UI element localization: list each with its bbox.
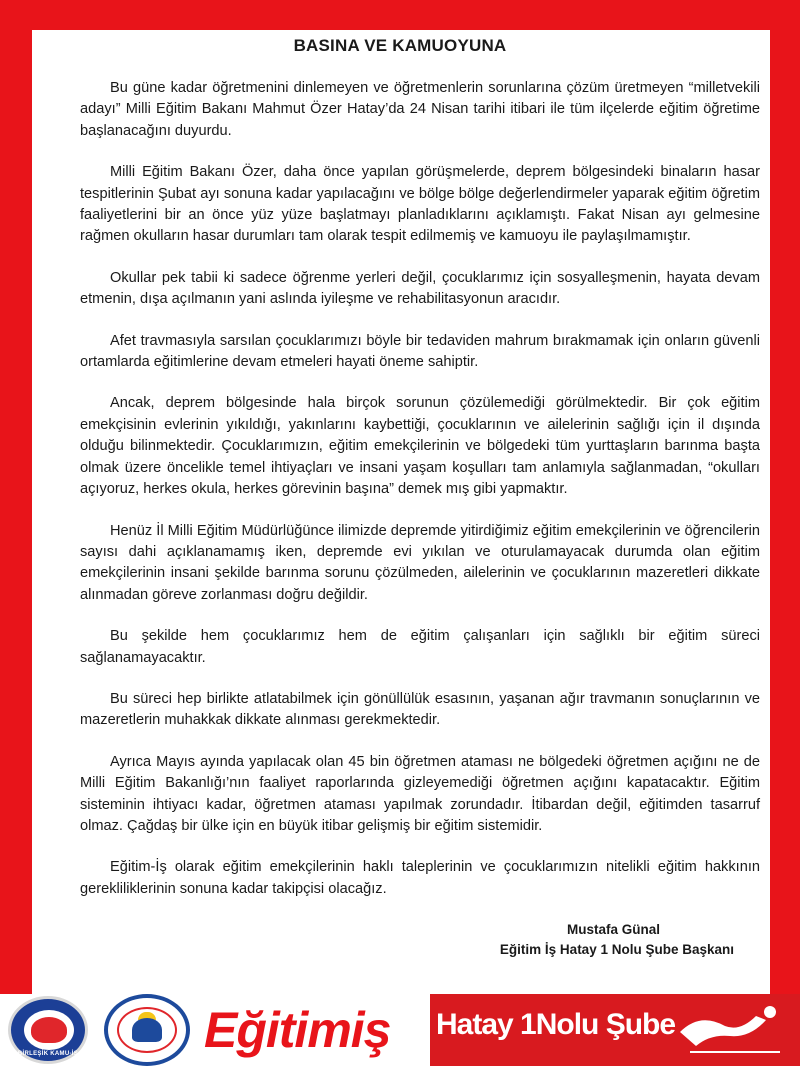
brand-wordmark: Eğitimiş bbox=[204, 1002, 391, 1058]
paragraph: Henüz İl Milli Eğitim Müdürlüğünce ilimizde depremde yitirdiğimiz eğitim emekçilerinin ve öğrencilerin sayısı dahi açıklanamamış iken, depremde evi yıkılan ve oturulamayacak durumda olan eğitim emekçilerinin insani şekilde barınma sorunu çözülmeden, ailelerinin ve çocuklarının mazeretleri dikkate alınmadan göreve zorlanması doğru değildir. bbox=[80, 522, 760, 603]
signature-name: Mustafa Günal bbox=[566, 922, 660, 938]
logo-emblem bbox=[31, 1017, 67, 1043]
signature-role: Eğitim İş Hatay 1 Nolu Şube Başkanı bbox=[499, 942, 734, 958]
paragraph: Afet travmasıyla sarsılan çocuklarımızı böyle bir tedaviden mahrum bırakmamak için onların güvenli ortamlarda eğitimlerine devam etmeleri hayati öneme sahiptir. bbox=[80, 332, 760, 371]
paragraph: Ayrıca Mayıs ayında yapılacak olan 45 bin öğretmen ataması ne bölgedeki öğretmen açığını ne de Milli Eğitim Bakanlığı’nın faaliyet raporlarında gizleyemediği öğretmen açığını kapatacaktır. Eğitim sisteminin ihtiyacı kadar, öğretmen ataması yapılmak zorundadır. İtibardan değil, eğitimden tasarruf olmaz. Çağdaş bir ülke için en büyük itibar gelişmiş bir eğitim sistemidir. bbox=[80, 753, 760, 834]
paragraph: Ancak, deprem bölgesinde hala birçok sorunun çözülemediği görülmektedir. Bir çok eğitim emekçisinin evlerinin yıkıldığı, yakınlarını kaybettiği, çocuklarının ve ailelerinin sağlığı için il dışında olduğu bilinmektedir. Çocuklarımızın, eğitim emekçilerinin ve bölgedeki tüm yurttaşların barınma başta olmak üzere öncelikle temel ihtiyaçları ve insani yaşam koşulları tam anlamıyla sağlanmadan, “okulları açıyoruz, herkes okula, herkes görevinin başına” demek mış gibi yapmaktır. bbox=[80, 395, 760, 498]
paragraph: Bu süreci hep birlikte atlatabilmek için gönüllülük esasının, yaşanan ağır travmanın sonuçlarının ve mazeretlerin muhakkak dikkate alınması gerekmektedir. bbox=[80, 690, 760, 729]
logo1-caption: BİRLEŞİK KAMU-İŞ bbox=[17, 1051, 79, 1057]
birlesik-kamu-is-logo bbox=[8, 996, 88, 1064]
footer-banner bbox=[0, 994, 800, 1066]
signature-block bbox=[80, 920, 760, 960]
paragraph: Bu şekilde hem çocuklarımız hem de eğitim çalışanları için sağlıklı bir eğitim süreci sağlanamayacaktır. bbox=[80, 628, 760, 666]
logo-core bbox=[132, 1018, 162, 1042]
press-release-page bbox=[32, 30, 770, 994]
running-figure-icon bbox=[670, 1002, 790, 1060]
branch-banner bbox=[430, 994, 800, 1066]
egitim-is-union-logo bbox=[104, 994, 190, 1066]
document-title: BASINA VE KAMUOYUNA bbox=[293, 36, 507, 55]
document-body bbox=[80, 78, 760, 900]
paragraph: Milli Eğitim Bakanı Özer, daha önce yapılan görüşmelerde, deprem bölgesindeki binaların hasar tespitlerinin Şubat ayı sonuna kadar yapılacağını ve bölge bölge değerlendirmeler yaparak eğitim öğretim faaliyetlerini bir an önce yüz yüze başlatmayı planladıklarını açıklamıştı. Fakat Nisan ayı gelmesine rağmen okulların hasar durumları tam olarak tespit edilmemiş ve kamuoyu ile paylaşılmamıştır. bbox=[80, 164, 760, 245]
paragraph: Bu güne kadar öğretmenini dinlemeyen ve öğretmenlerin sorunlarına çözüm üretmeyen “milletvekili adayı” Milli Eğitim Bakanı Mahmut Özer Hatay’da 24 Nisan tarihi itibari ile tüm ilçelerde eğitim öğretime başlanacağını duyurdu. bbox=[80, 80, 760, 139]
paragraph: Eğitim-İş olarak eğitim emekçilerinin haklı taleplerinin ve çocuklarımızın nitelikli eğitim hakkının gerekliliklerinin sonuna kadar takipçisi olacağız. bbox=[80, 859, 760, 897]
paragraph: Okullar pek tabii ki sadece öğrenme yerleri değil, çocuklarımız için sosyalleşmenin, hayata devam etmenin, dışa açılmanın yani aslında iyileşme ve rehabilitasyonun aracıdır. bbox=[80, 269, 760, 308]
branch-banner-text: Hatay 1Nolu Şube bbox=[436, 1008, 676, 1041]
